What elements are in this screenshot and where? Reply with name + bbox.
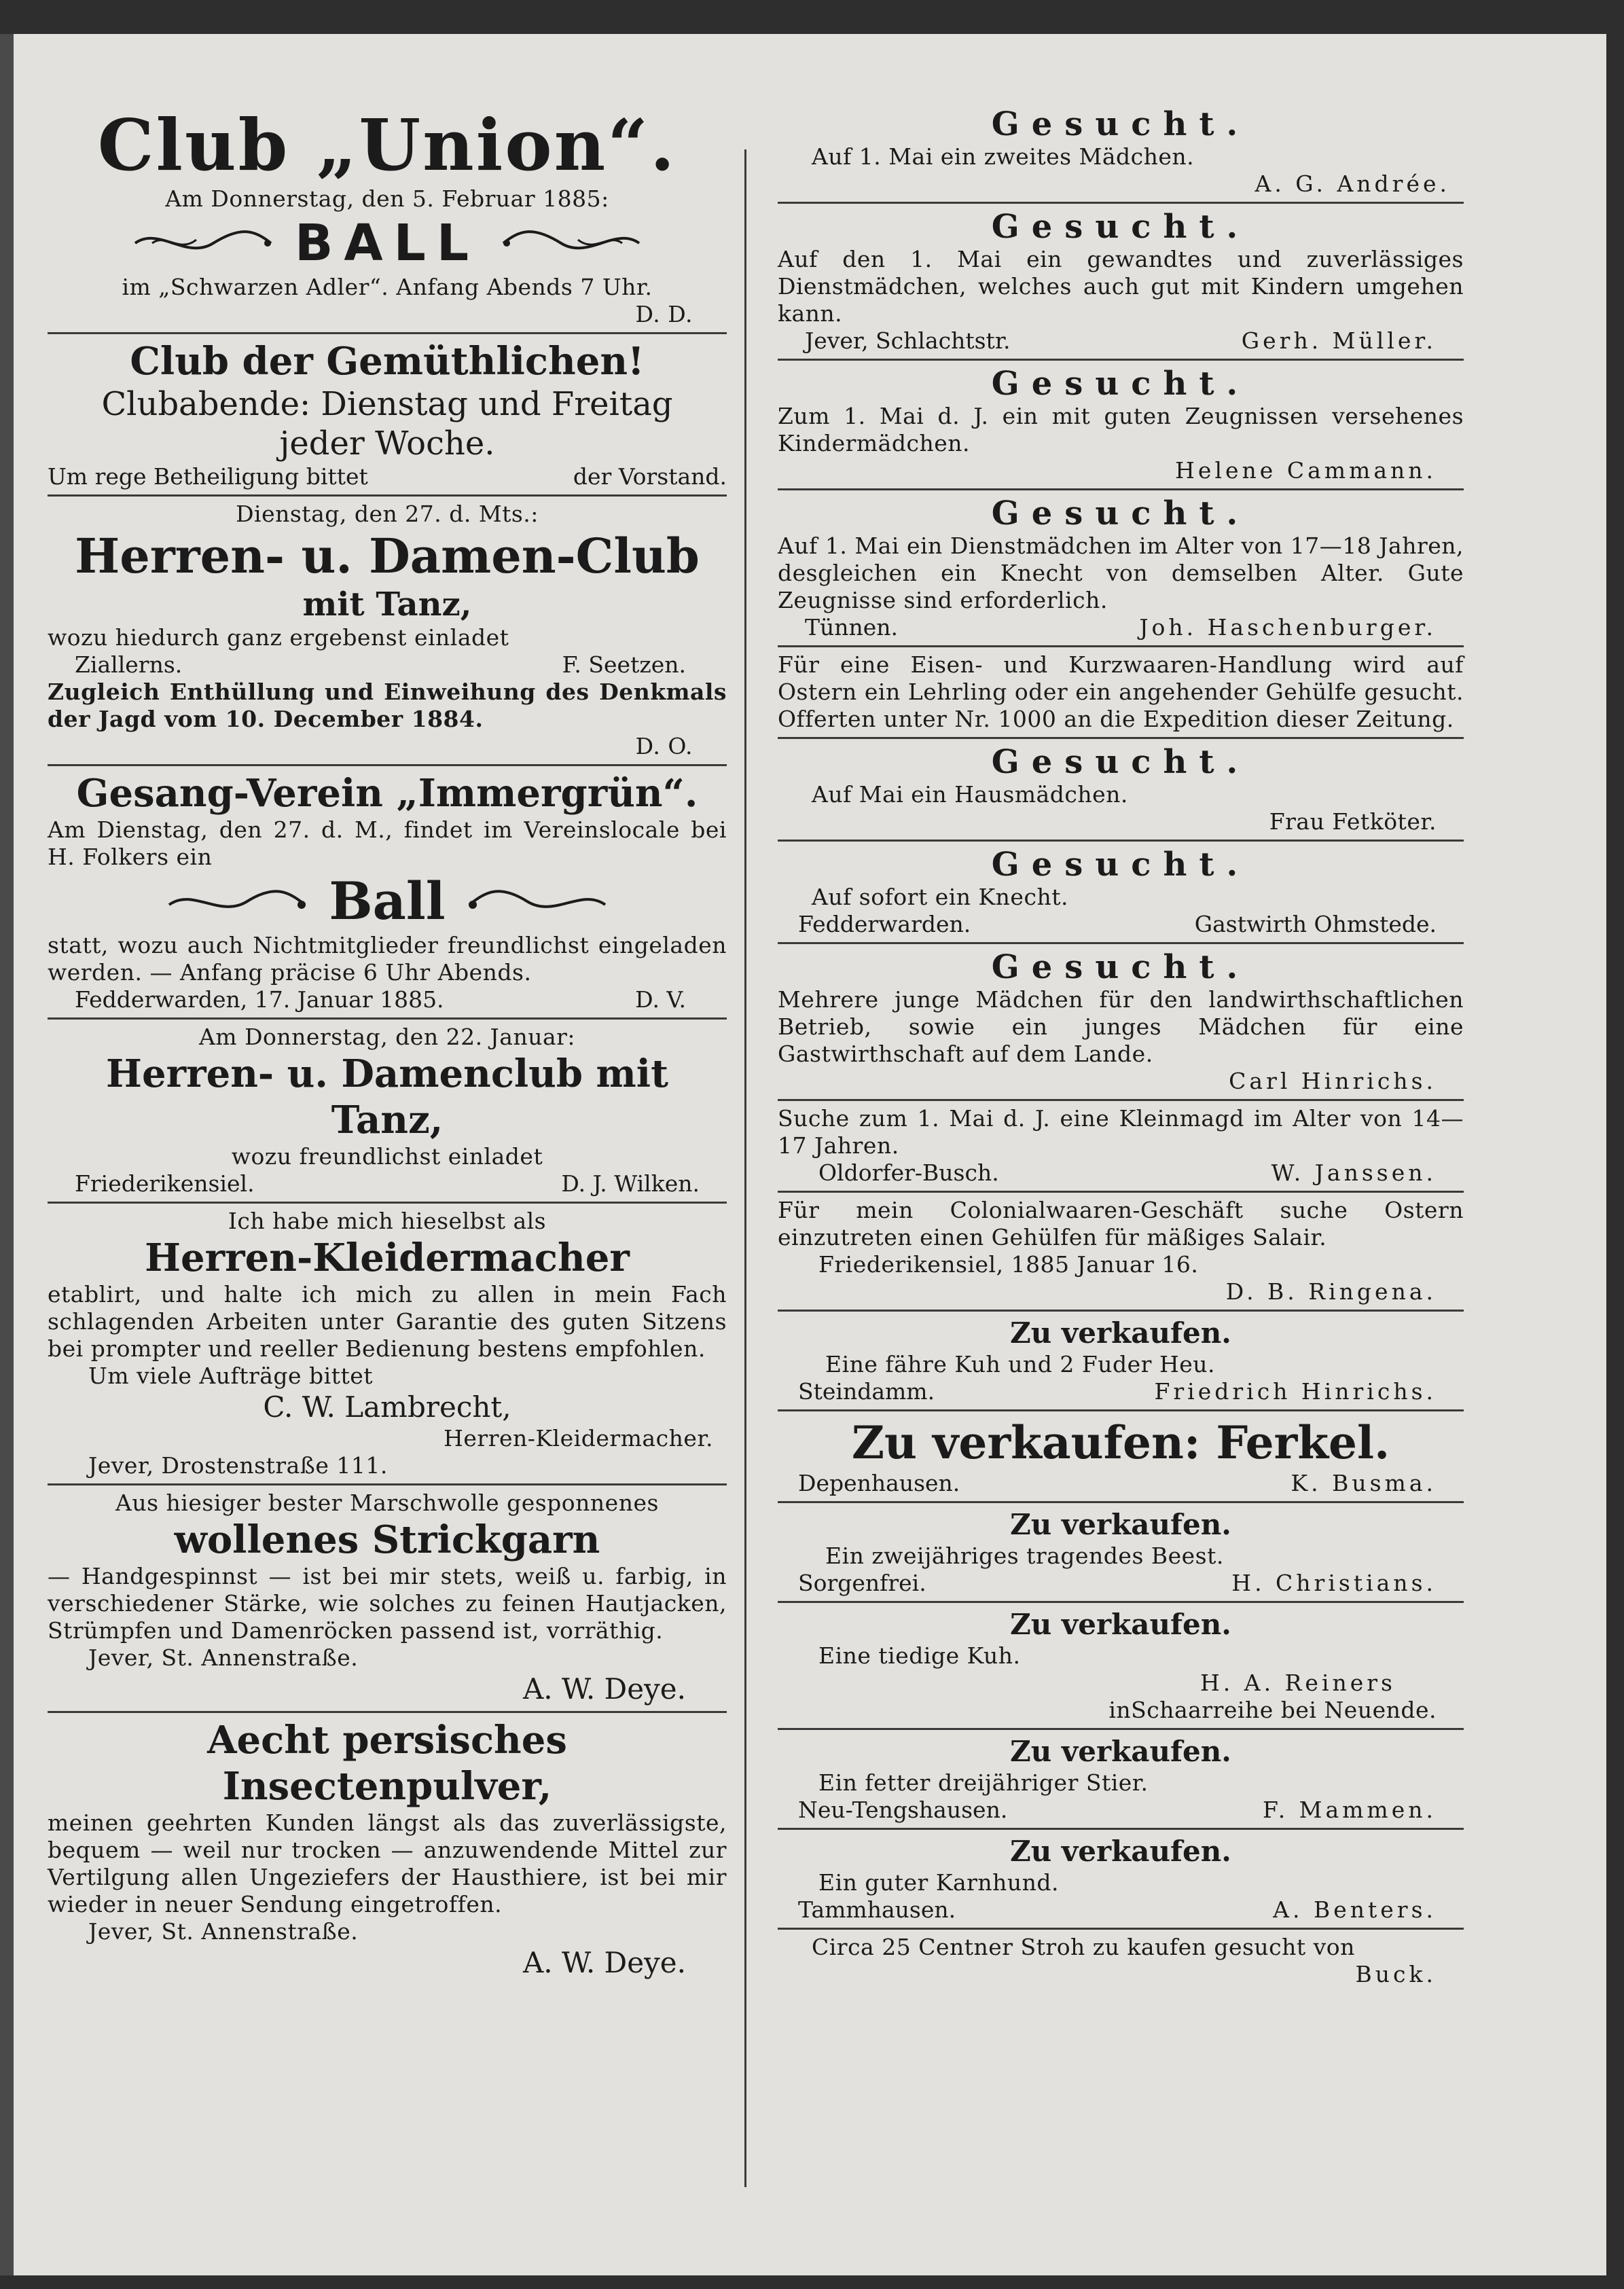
ad-footer (778, 1159, 1464, 1187)
ad-signature: A. Benters. (1273, 1896, 1437, 1923)
ad-text: Um viele Aufträge bittet (88, 1363, 374, 1389)
ad-title: Gesucht. (991, 743, 1250, 781)
ad-signature: W. Janssen. (1271, 1159, 1437, 1186)
ad-gesucht-ohmstede (778, 846, 1464, 944)
ad-footer (778, 1378, 1464, 1405)
ad-gesucht-cammann (778, 365, 1464, 490)
divider-rule (778, 488, 1464, 490)
ad-title: Gesucht. (991, 208, 1250, 246)
ad-strickgarn (48, 1490, 727, 1713)
ad-signature: Friedrich Hinrichs. (1154, 1378, 1437, 1405)
divider-rule (778, 1099, 1464, 1101)
ad-text: Um rege Betheiligung bittet (48, 463, 368, 490)
ad-place: Fedderwarden, 17. Januar 1885. (75, 986, 444, 1013)
left-column (48, 105, 727, 1981)
ad-line: jeder Woche. (279, 425, 495, 463)
ad-title: Gesang-Verein „Immergrün“. (76, 771, 698, 816)
ad-signature: Gastwirth Ohmstede. (1194, 911, 1437, 937)
ad-verkaufen-karnhund (778, 1834, 1464, 1930)
ad-title: Gesucht. (991, 105, 1250, 143)
divider-rule (778, 359, 1464, 361)
ad-signature: A. G. Andrée. (1255, 170, 1450, 197)
ad-signature: K. Busma. (1291, 1470, 1437, 1496)
divider-rule (778, 737, 1464, 739)
ad-text: Ein guter Karnhund. (818, 1869, 1060, 1896)
divider-rule (48, 764, 727, 766)
ad-verkaufen-tiedige-kuh (778, 1607, 1464, 1730)
ad-footer (778, 327, 1464, 355)
ad-address: inSchaarreihe bei Neuende. (1108, 1697, 1437, 1723)
ad-footer (48, 463, 727, 490)
divider-rule (48, 1711, 727, 1713)
divider-rule (778, 942, 1464, 944)
ad-date: Am Donnerstag, den 22. Januar: (198, 1024, 576, 1050)
divider-rule (778, 840, 1464, 842)
page-binding-edge (0, 34, 14, 2275)
divider-rule (778, 1601, 1464, 1603)
ad-text: Eine tiedige Kuh. (818, 1642, 1021, 1669)
ad-intro: Ich habe mich hieselbst als (228, 1208, 547, 1234)
ad-title: Gesucht. (991, 846, 1250, 884)
ad-place: Steindamm. (798, 1378, 935, 1405)
ad-title: Herren-Kleidermacher (145, 1236, 630, 1280)
column-divider (744, 149, 746, 2187)
ad-role: Herren-Kleidermacher. (444, 1425, 713, 1452)
ad-club-gemuethlichen (48, 338, 727, 497)
divider-rule (48, 494, 727, 497)
ad-gesucht-mueller (778, 208, 1464, 361)
ad-stroh (778, 1934, 1464, 1988)
ad-title: Aecht persisches Insectenpulver, (207, 1718, 567, 1809)
newspaper-page (14, 34, 1606, 2275)
ad-signature: F. Mammen. (1262, 1797, 1437, 1823)
divider-rule (778, 1310, 1464, 1312)
ad-place: Neu-Tengshausen. (798, 1797, 1008, 1823)
ad-text: Ein fetter dreijähriger Stier. (818, 1769, 1149, 1796)
flourish-right-icon (500, 223, 643, 264)
ad-text: Für mein Colonialwaaren-Geschäft suche Ostern einzutreten einen Gehülfen für mäßiges Salair. (778, 1197, 1464, 1250)
ad-place: Tammhausen. (798, 1896, 956, 1923)
ad-gesucht-hinrichs (778, 948, 1464, 1101)
ad-herren-kleidermacher (48, 1208, 727, 1485)
ad-text: Auf 1. Mai ein Dienstmädchen im Alter von 17—18 Jahren, desgleichen ein Knecht von demselben Alter. Gute Zeugnisse sind erforderlich. (778, 533, 1464, 613)
ad-text: Auf 1. Mai ein zweites Mädchen. (812, 143, 1195, 170)
ad-title: Club „Union“. (97, 103, 677, 187)
ad-title: Club der Gemüthlichen! (130, 339, 645, 384)
ad-title: wollenes Strickgarn (174, 1517, 600, 1562)
ad-text: Mehrere junge Mädchen für den landwirthschaftlichen Betrieb, sowie ein junges Mädchen für eine Gastwirthschaft auf dem Lande. (778, 986, 1464, 1067)
ad-signature: der Vorstand. (573, 463, 727, 490)
ad-title: Zu verkaufen. (1010, 1316, 1231, 1350)
ad-lehrling (778, 651, 1464, 739)
ad-place: Ziallerns. (75, 651, 183, 678)
ad-gesucht-haschenburger (778, 494, 1464, 647)
ad-title: Herren- u. Damenclub mit Tanz, (106, 1051, 668, 1142)
divider-rule (778, 645, 1464, 647)
ad-title: Zu verkaufen. (1010, 1735, 1231, 1768)
ad-signature: D. V. (635, 986, 686, 1013)
ad-address: Jever, St. Annenstraße. (88, 1918, 359, 1945)
ball-heading: BALL (295, 214, 480, 272)
ad-text: Suche zum 1. Mai d. J. eine Kleinmagd im Alter von 14—17 Jahren. (778, 1105, 1464, 1159)
ad-footer (778, 614, 1464, 641)
ad-title: Zu verkaufen. (1010, 1835, 1231, 1868)
ad-verkaufen-ferkel (778, 1416, 1464, 1503)
ad-herren-damen-club (48, 501, 727, 766)
divider-rule (778, 1191, 1464, 1193)
divider-rule (778, 202, 1464, 204)
ad-place: Friederikensiel. (75, 1170, 255, 1197)
ad-text: Zum 1. Mai d. J. ein mit guten Zeugnissen versehenes Kindermädchen. (778, 403, 1464, 456)
divider-rule (48, 332, 727, 334)
ad-signature: H. A. Reiners (1200, 1670, 1396, 1696)
ad-signature: F. Seetzen. (562, 651, 686, 678)
ad-verkaufen-stier (778, 1734, 1464, 1830)
ad-signature: Joh. Haschenburger. (1139, 614, 1437, 641)
divider-rule (48, 1202, 727, 1204)
flourish-right-icon (466, 881, 609, 922)
ball-heading: Ball (329, 871, 446, 931)
right-column (778, 105, 1464, 1988)
ad-footer (778, 1570, 1464, 1597)
ad-text: Am Dienstag, den 27. d. M., findet im Vereinslocale bei H. Folkers ein (48, 816, 727, 870)
ad-title: Zu verkaufen: Ferkel. (851, 1416, 1390, 1469)
ad-colonialwaaren (778, 1197, 1464, 1312)
ad-place: Oldorfer-Busch. (818, 1159, 999, 1186)
divider-rule (778, 1828, 1464, 1830)
ad-footer (778, 911, 1464, 938)
divider-rule (48, 1017, 727, 1020)
ad-text: Auf Mai ein Hausmädchen. (812, 781, 1128, 808)
ad-signature: D. J. Wilken. (561, 1170, 700, 1197)
ad-verkaufen-beest (778, 1507, 1464, 1603)
ad-insectenpulver (48, 1717, 727, 1981)
ad-date: Friederikensiel, 1885 Januar 16. (818, 1251, 1199, 1278)
ad-subtitle: mit Tanz, (302, 585, 472, 624)
ad-title: Gesucht. (991, 494, 1250, 533)
ad-title: Zu verkaufen. (1010, 1608, 1231, 1641)
ad-footer (778, 1896, 1464, 1924)
divider-rule (778, 1728, 1464, 1730)
ad-footer (48, 986, 727, 1013)
ad-place: Fedderwarden. (798, 911, 971, 937)
ad-text: statt, wozu auch Nichtmitglieder freundlichst eingeladen werden. — Anfang präcise 6 Uhr Abends. (48, 932, 727, 986)
ad-info: im „Schwarzen Adler“. Anfang Abends 7 Uhr. (122, 274, 653, 300)
ad-signature: C. W. Lambrecht, (263, 1390, 511, 1424)
ad-signature: D. D. (635, 301, 693, 327)
ad-verkaufen-kuh-heu (778, 1316, 1464, 1411)
ad-date: Am Donnerstag, den 5. Februar 1885: (165, 185, 609, 212)
divider-rule (778, 1409, 1464, 1411)
ad-title: Gesucht. (991, 948, 1250, 986)
ad-text: etablirt, und halte ich mich zu allen in mein Fach schlagenden Arbeiten unter Garantie des guten Sitzens bei prompter und reeller Bedienung bestens empfohlen. (48, 1281, 727, 1362)
ad-place: Depenhausen. (798, 1470, 960, 1496)
ad-text: meinen geehrten Kunden längst als das zuverlässigste, bequem — weil nur trocken — anzuwendende Mittel zur Vertilgung allen Ungeziefers der Hausthiere, ist bei mir wieder in neuer Sendung eingetroffen. (48, 1809, 727, 1917)
ad-signature: Frau Fetköter. (1269, 808, 1437, 835)
ad-bold-text: Zugleich Enthüllung und Einweihung des Denkmals der Jagd vom 10. December 1884. (48, 679, 727, 732)
ad-club-union (48, 105, 727, 334)
ad-intro: Aus hiesiger bester Marschwolle gesponnenes (115, 1490, 659, 1516)
divider-rule (48, 1483, 727, 1485)
ad-gesang-verein (48, 770, 727, 1020)
ad-footer (48, 651, 727, 679)
ad-footer (48, 1170, 727, 1197)
ad-title: Zu verkaufen. (1010, 1508, 1231, 1541)
ad-footer (778, 1797, 1464, 1824)
ad-signature: Gerh. Müller. (1241, 327, 1437, 354)
ad-signature: Helene Cammann. (1175, 457, 1437, 484)
ad-address: Jever, St. Annenstraße. (88, 1644, 359, 1671)
ball-banner (48, 871, 727, 932)
ad-address: Jever, Drostenstraße 111. (88, 1452, 388, 1479)
ad-place: Tünnen. (805, 614, 899, 641)
ball-banner (48, 213, 727, 274)
ad-title: Herren- u. Damen-Club (75, 528, 700, 584)
ad-date: Dienstag, den 27. d. Mts.: (236, 501, 539, 527)
divider-rule (778, 1501, 1464, 1503)
divider-rule (778, 1928, 1464, 1930)
ad-gesucht-fetkoeter (778, 743, 1464, 842)
ad-text: — Handgespinnst — ist bei mir stets, weiß u. farbig, in verschiedener Stärke, wie solches zu feinen Hautjacken, Strümpfen und Damenröcken passend ist, vorräthig. (48, 1563, 727, 1644)
ad-signature: H. Christians. (1231, 1570, 1437, 1596)
ad-gesucht-andree (778, 105, 1464, 204)
ad-text: Auf sofort ein Knecht. (812, 884, 1068, 910)
ad-text: Für eine Eisen- und Kurzwaaren-Handlung wird auf Ostern ein Lehrling oder ein angehender Gehülfe gesucht. Offerten unter Nr. 1000 an die Expedition dieser Zeitung. (778, 651, 1464, 732)
ad-footer (778, 1470, 1464, 1497)
ad-text: wozu hiedurch ganz ergebenst einladet (48, 624, 509, 651)
flourish-left-icon (166, 881, 308, 922)
ad-kleinmagd (778, 1105, 1464, 1193)
flourish-left-icon (132, 223, 274, 264)
ad-place: Sorgenfrei. (798, 1570, 926, 1596)
ad-herren-damenclub-tanz (48, 1024, 727, 1204)
ad-text: Circa 25 Centner Stroh zu kaufen gesucht von (812, 1934, 1355, 1960)
ad-text: Auf den 1. Mai ein gewandtes und zuverlässiges Dienstmädchen, welches auch gut mit Kindern umgehen kann. (778, 246, 1464, 327)
ad-signature: A. W. Deye. (522, 1946, 686, 1979)
ad-place: Jever, Schlachtstr. (805, 327, 1011, 354)
ad-text: wozu freundlichst einladet (231, 1143, 543, 1170)
ad-signature: Carl Hinrichs. (1229, 1068, 1437, 1094)
ad-signature: Buck. (1355, 1961, 1437, 1987)
ad-text: Eine fähre Kuh und 2 Fuder Heu. (825, 1351, 1216, 1377)
ad-signature: D. O. (635, 733, 693, 759)
ad-signature: A. W. Deye. (522, 1672, 686, 1706)
ad-text: Ein zweijähriges tragendes Beest. (825, 1543, 1224, 1569)
ad-line: Clubabende: Dienstag und Freitag (101, 385, 673, 423)
ad-title: Gesucht. (991, 365, 1250, 403)
ad-signature: D. B. Ringena. (1225, 1278, 1437, 1305)
